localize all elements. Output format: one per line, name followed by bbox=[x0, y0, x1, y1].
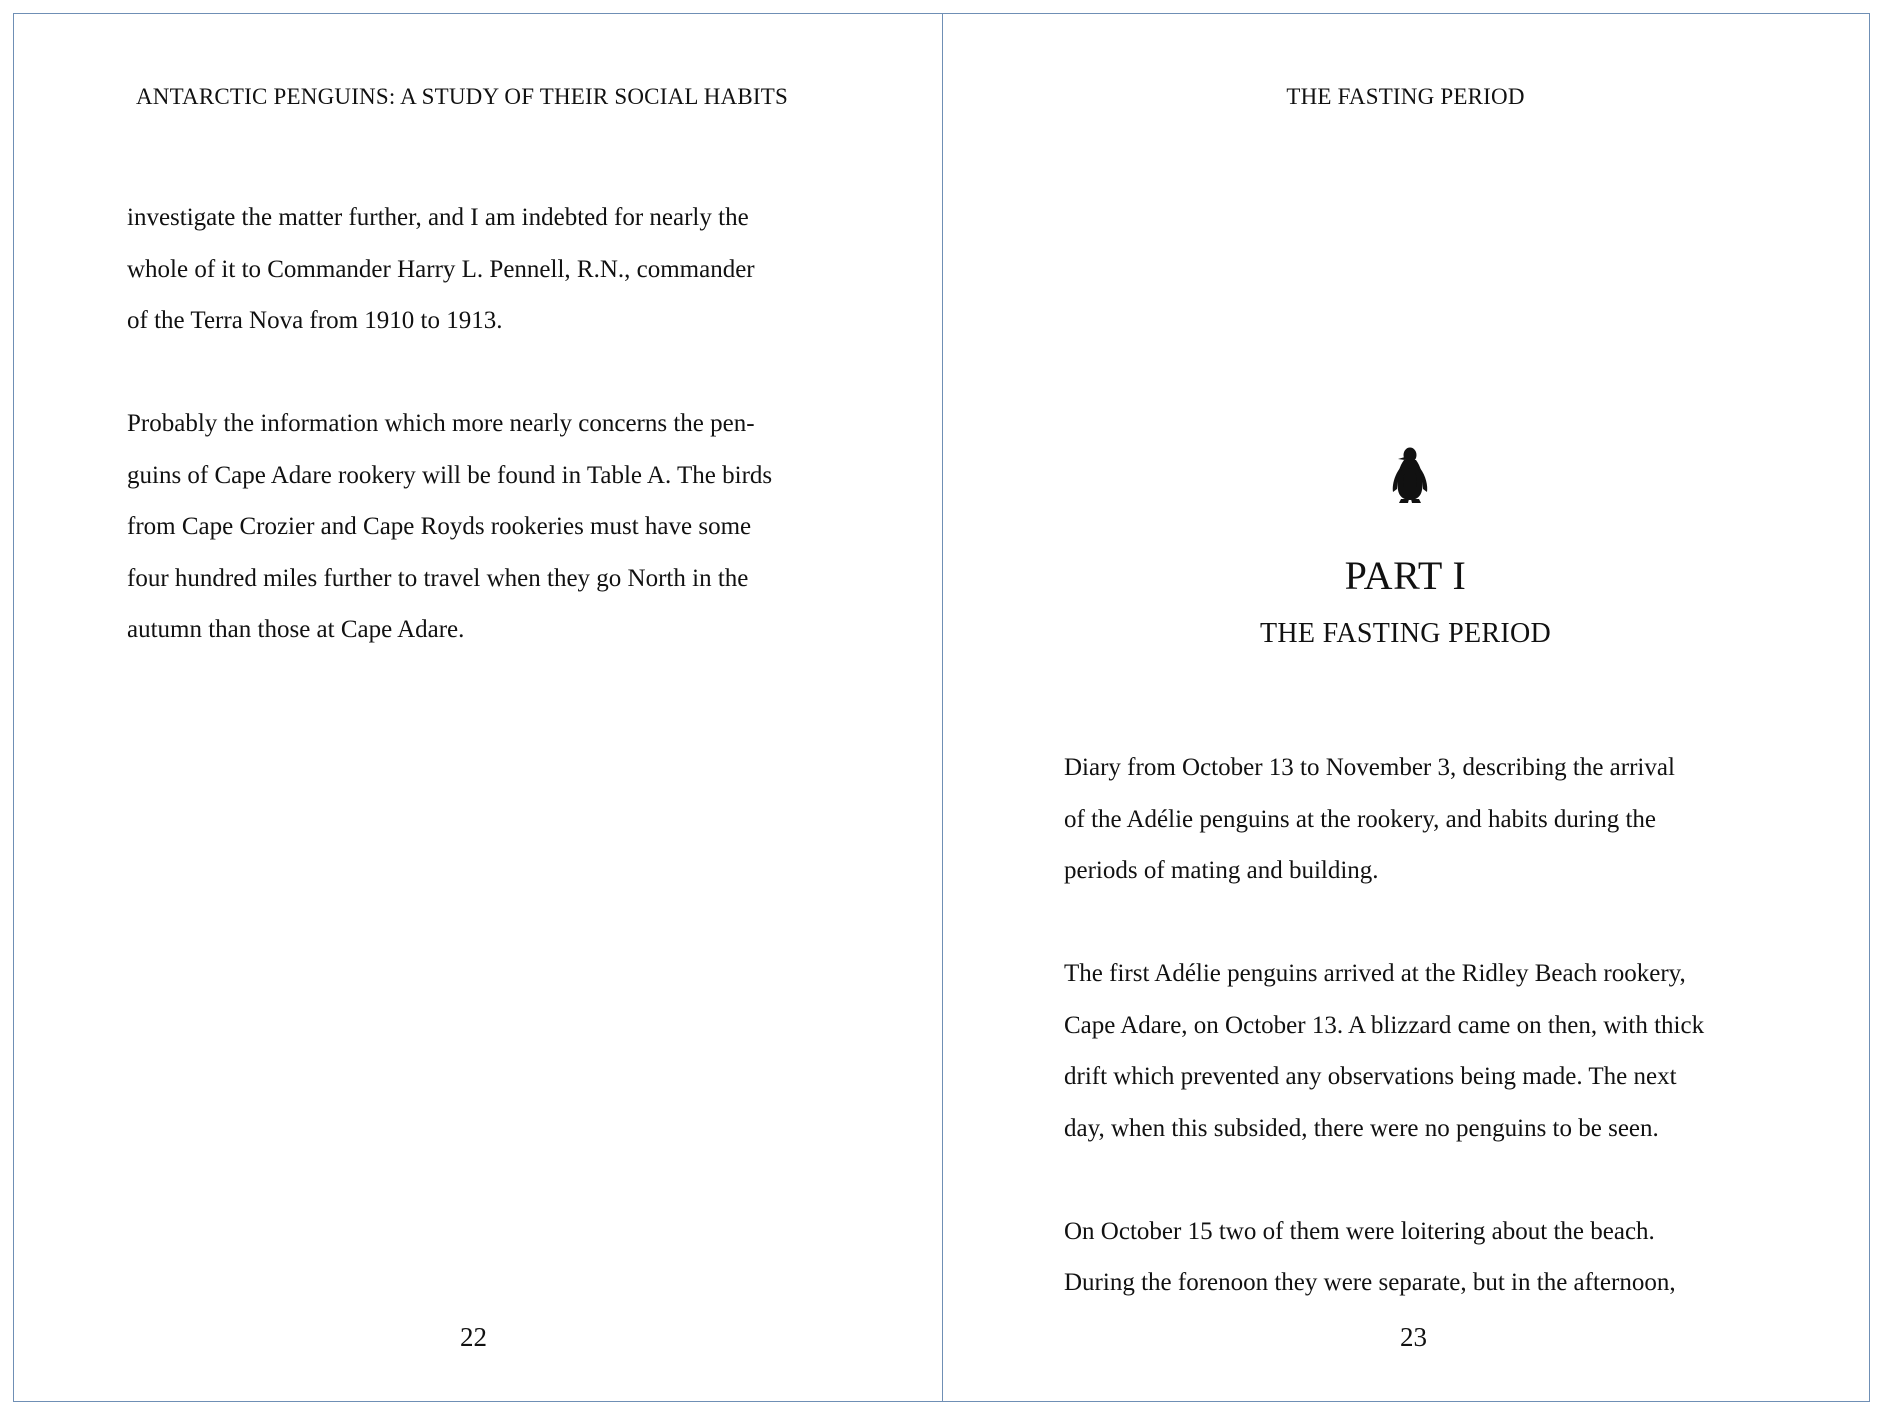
text-line: four hundred miles further to travel when they go North in the bbox=[127, 564, 749, 592]
right-body-text bbox=[1064, 742, 1784, 1360]
left-body-text bbox=[127, 192, 847, 707]
penguin-icon bbox=[1390, 446, 1430, 504]
left-page-number: 22 bbox=[460, 1322, 487, 1352]
text-line: investigate the matter further, and I am indebted for nearly the bbox=[127, 204, 749, 231]
text-line: Probably the information which more nearly concerns the pen- bbox=[127, 410, 755, 437]
text-line: of the Adélie penguins at the rookery, and habits during the bbox=[1064, 805, 1656, 833]
paragraph bbox=[127, 192, 847, 347]
right-page bbox=[942, 14, 1869, 1401]
text-line: On October 15 two of them were loitering about the beach. bbox=[1064, 1217, 1655, 1245]
right-page-number: 23 bbox=[1400, 1322, 1427, 1352]
left-page bbox=[14, 14, 942, 1401]
text-line: from Cape Crozier and Cape Royds rookeries must have some bbox=[127, 513, 752, 540]
text-line: autumn than those at Cape Adare. bbox=[127, 616, 465, 643]
text-line: periods of mating and building. bbox=[1064, 857, 1379, 884]
left-running-head: ANTARCTIC PENGUINS: A STUDY OF THEIR SOCIAL HABITS bbox=[136, 84, 788, 109]
book-spread bbox=[13, 13, 1870, 1402]
text-line: The first Adélie penguins arrived at the Ridley Beach rookery, bbox=[1064, 960, 1686, 987]
text-line: whole of it to Commander Harry L. Pennell, R.N., commander bbox=[127, 255, 755, 283]
text-line: Diary from October 13 to November 3, describing the arrival bbox=[1064, 754, 1675, 781]
text-line: of the Terra Nova from 1910 to 1913. bbox=[127, 307, 503, 334]
right-running-head: THE FASTING PERIOD bbox=[1286, 84, 1525, 109]
paragraph bbox=[127, 398, 847, 656]
part-subtitle: THE FASTING PERIOD bbox=[1259, 618, 1552, 649]
part-title: PART I bbox=[1344, 553, 1467, 598]
text-line: guins of Cape Adare rookery will be found in Table A. The birds bbox=[127, 461, 773, 489]
text-line: day, when this subsided, there were no penguins to be seen. bbox=[1064, 1114, 1659, 1142]
text-line: Cape Adare, on October 13. A blizzard came on then, with thick bbox=[1064, 1011, 1705, 1039]
text-line: drift which prevented any observations being made. The next bbox=[1064, 1063, 1677, 1090]
text-line: During the forenoon they were separate, but in the afternoon, bbox=[1064, 1269, 1676, 1296]
paragraph bbox=[1064, 948, 1784, 1154]
paragraph bbox=[1064, 1206, 1784, 1309]
paragraph bbox=[1064, 742, 1784, 897]
